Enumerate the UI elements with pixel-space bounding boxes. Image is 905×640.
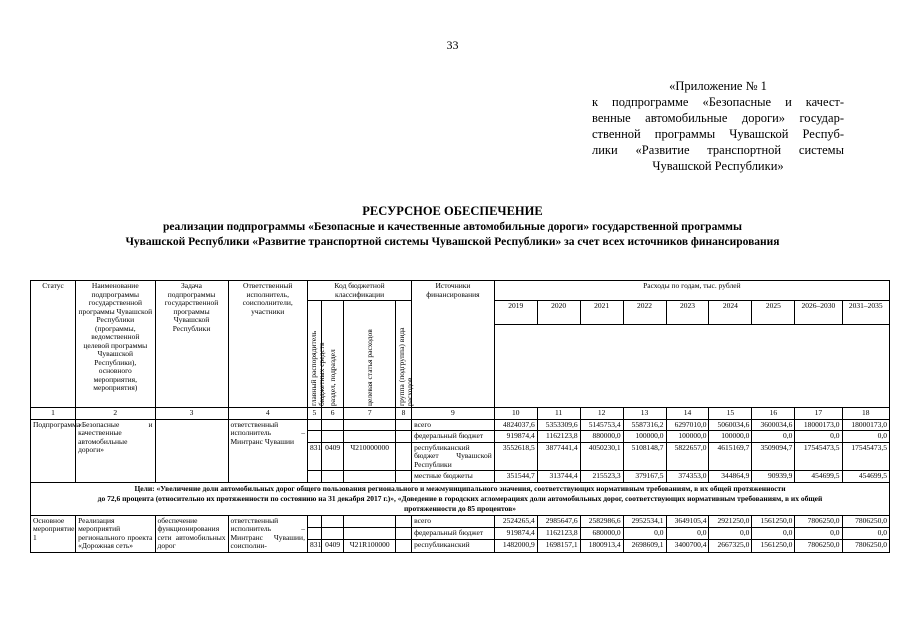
column-number: 7 [344, 408, 396, 420]
header-task: Задача подпрограммы государственной программы Чувашской Республики [155, 281, 228, 408]
target-cell [344, 515, 396, 527]
value-cell: 7806250,0 [842, 515, 889, 527]
group-cell [395, 431, 411, 443]
value-cell: 7806250,0 [795, 515, 842, 527]
value-cell: 919874,4 [494, 431, 537, 443]
value-cell: 0,0 [752, 431, 795, 443]
group-cell [395, 419, 411, 431]
value-cell: 6297010,0 [666, 419, 709, 431]
column-number: 17 [795, 408, 842, 420]
column-number: 12 [580, 408, 623, 420]
value-cell: 1561250,0 [752, 515, 795, 527]
value-cell: 2921250,0 [709, 515, 752, 527]
name-cell: Реализация мероприятий регионального проекта «Дорожная сеть» [76, 515, 155, 552]
value-cell: 5108148,7 [623, 442, 666, 471]
value-cell: 100000,0 [709, 431, 752, 443]
appendix-line: к подпрограмме «Безопасные и качест- [592, 95, 844, 109]
column-number: 8 [395, 408, 411, 420]
value-cell: 5587316,2 [623, 419, 666, 431]
source-cell: местные бюджеты [412, 471, 495, 483]
table-header-row [31, 281, 890, 301]
header-year: 2022 [623, 301, 666, 325]
value-cell: 0,0 [795, 431, 842, 443]
section-cell [321, 471, 344, 483]
goal-line: протяженности до 85 процентов» [403, 503, 516, 513]
value-cell: 0,0 [842, 431, 889, 443]
value-cell: 344864,9 [709, 471, 752, 483]
header-sources: Источники финансирования [412, 281, 495, 408]
source-cell: всего [412, 515, 495, 527]
value-cell: 0,0 [709, 527, 752, 539]
value-cell: 313744,4 [537, 471, 580, 483]
value-cell: 2698609,1 [623, 540, 666, 552]
column-number: 6 [321, 408, 344, 420]
column-number-row [31, 408, 890, 420]
value-cell: 3509094,7 [752, 442, 795, 471]
section-cell [321, 527, 344, 539]
table-row [31, 419, 890, 431]
header-year: 2019 [494, 301, 537, 325]
document-subtitle: Чувашской Республики «Развитие транспортной системы Чувашской Республики» за счет всех источников финансирования [125, 236, 780, 248]
executor-cell: ответственный исполнитель – Минтранс Чувашии [228, 419, 307, 482]
column-number: 18 [842, 408, 889, 420]
status-cell: Основное мероприятие 1 [31, 515, 76, 552]
value-cell: 17545473,5 [795, 442, 842, 471]
appendix-line: венные автомобильные дороги» государ- [592, 111, 844, 125]
value-cell: 2667325,0 [709, 540, 752, 552]
header-budget-code: Код бюджетной классификации [307, 281, 411, 301]
target-cell [344, 431, 396, 443]
goal-line: Цели: «Увеличение доли автомобильных дорог общего пользования регионального и межмуниципального значения, соответствующих нормативным требованиям, в их общей протяженности [134, 483, 786, 493]
source-cell: всего [412, 419, 495, 431]
column-number: 14 [666, 408, 709, 420]
name-cell: «Безопасные и качественные автомобильные дороги» [76, 419, 155, 482]
section-cell [321, 431, 344, 443]
section-cell: 0409 [321, 540, 344, 552]
grbs-cell: 831 [307, 540, 321, 552]
column-number: 4 [228, 408, 307, 420]
value-cell: 680000,0 [580, 527, 623, 539]
source-cell: федеральный бюджет [412, 431, 495, 443]
value-cell: 374353,0 [666, 471, 709, 483]
value-cell: 4050230,1 [580, 442, 623, 471]
column-number: 2 [76, 408, 155, 420]
header-bc-target: целевая статья расходов [344, 301, 396, 408]
target-cell [344, 471, 396, 483]
goal-line: до 72,6 процента (относительно их протяженности по состоянию на 31 декабря 2017 г.)», «Доведение в городских агломерациях доли автомобильных дорог, соответствующих нормативным требованиям, в их общей [97, 493, 823, 503]
column-number: 5 [307, 408, 321, 420]
task-cell: обеспечение функционирования сети автомобильных дорог [155, 515, 228, 552]
table-row [31, 515, 890, 527]
header-year: 2020 [537, 301, 580, 325]
source-cell: федеральный бюджет [412, 527, 495, 539]
header-name: Наименование подпрограммы государственной программы Чувашской Республики (программы, ведомственной целевой программы Чувашской Республики), основного мероприятия, мероприятия) [76, 281, 155, 408]
value-cell: 5060034,6 [709, 419, 752, 431]
header-year: 2021 [580, 301, 623, 325]
value-cell: 1800913,4 [580, 540, 623, 552]
header-expenses: Расходы по годам, тыс. рублей [494, 281, 889, 301]
value-cell: 18000173,0 [795, 419, 842, 431]
value-cell: 2985647,6 [537, 515, 580, 527]
header-year: 2031–2035 [842, 301, 889, 325]
header-year: 2026–2030 [795, 301, 842, 325]
task-cell [155, 419, 228, 482]
value-cell: 0,0 [842, 527, 889, 539]
value-cell: 2524265,4 [494, 515, 537, 527]
header-status: Статус [31, 281, 76, 408]
appendix-line: Чувашской Республики» [652, 159, 784, 173]
value-cell: 3649105,4 [666, 515, 709, 527]
value-cell: 100000,0 [666, 431, 709, 443]
value-cell: 2952534,1 [623, 515, 666, 527]
target-cell [344, 419, 396, 431]
source-cell: республиканский [412, 540, 495, 552]
page-number: 33 [446, 38, 459, 52]
value-cell: 880000,0 [580, 431, 623, 443]
grbs-cell [307, 527, 321, 539]
column-number: 3 [155, 408, 228, 420]
resource-table [30, 280, 890, 553]
value-cell: 215523,3 [580, 471, 623, 483]
section-cell [321, 515, 344, 527]
column-number: 16 [752, 408, 795, 420]
value-cell: 1698157,1 [537, 540, 580, 552]
header-year: 2025 [752, 301, 795, 325]
section-cell [321, 419, 344, 431]
value-cell: 90939,9 [752, 471, 795, 483]
column-number: 11 [537, 408, 580, 420]
value-cell: 351544,7 [494, 471, 537, 483]
section-cell: 0409 [321, 442, 344, 471]
value-cell: 4824037,6 [494, 419, 537, 431]
value-cell: 7806250,0 [842, 540, 889, 552]
header-spacer [494, 325, 889, 408]
header-bc-grbs: главный распорядитель бюджетных средств [307, 301, 321, 408]
column-number: 10 [494, 408, 537, 420]
value-cell: 7806250,0 [795, 540, 842, 552]
value-cell: 3400700,4 [666, 540, 709, 552]
target-cell: Ч21R100000 [344, 540, 396, 552]
value-cell: 1162123,8 [537, 527, 580, 539]
value-cell: 5145753,4 [580, 419, 623, 431]
value-cell: 100000,0 [623, 431, 666, 443]
goal-text [31, 482, 890, 515]
group-cell [395, 527, 411, 539]
grbs-cell [307, 471, 321, 483]
group-cell [395, 442, 411, 471]
value-cell: 454699,5 [842, 471, 889, 483]
value-cell: 919874,4 [494, 527, 537, 539]
column-number: 9 [412, 408, 495, 420]
value-cell: 1162123,8 [537, 431, 580, 443]
header-executor: Ответственный исполнитель, соисполнители, участники [228, 281, 307, 408]
value-cell: 1561250,0 [752, 540, 795, 552]
appendix-line: ственной программы Чувашской Респуб- [592, 127, 844, 141]
value-cell: 17545473,5 [842, 442, 889, 471]
value-cell: 454699,5 [795, 471, 842, 483]
header-bc-group: группа (подгруппа) вида расходов [395, 301, 411, 408]
target-cell: Ч210000000 [344, 442, 396, 471]
value-cell: 4615169,7 [709, 442, 752, 471]
value-cell: 3552618,5 [494, 442, 537, 471]
value-cell: 0,0 [623, 527, 666, 539]
status-cell: Подпрограмма [31, 419, 76, 482]
appendix-line: лики «Развитие транспортной системы [592, 143, 844, 157]
value-cell: 2582986,6 [580, 515, 623, 527]
column-number: 15 [709, 408, 752, 420]
value-cell: 5822657,0 [666, 442, 709, 471]
value-cell: 379167,5 [623, 471, 666, 483]
value-cell: 5353309,6 [537, 419, 580, 431]
source-cell: республиканский бюджет Чувашской Республики [412, 442, 495, 471]
group-cell [395, 540, 411, 552]
value-cell: 0,0 [795, 527, 842, 539]
grbs-cell [307, 431, 321, 443]
executor-cell: ответственный исполнитель – Минтранс Чувашии, соисполни- [228, 515, 307, 552]
value-cell: 0,0 [752, 527, 795, 539]
value-cell: 18000173,0 [842, 419, 889, 431]
appendix-note [592, 78, 844, 174]
document-subtitle: реализации подпрограммы «Безопасные и качественные автомобильные дороги» государственной программы [163, 221, 742, 233]
value-cell: 1482000,9 [494, 540, 537, 552]
value-cell: 3600034,6 [752, 419, 795, 431]
value-cell: 3877441,4 [537, 442, 580, 471]
target-cell [344, 527, 396, 539]
value-cell: 0,0 [666, 527, 709, 539]
group-cell [395, 515, 411, 527]
grbs-cell: 831 [307, 442, 321, 471]
appendix-line: «Приложение № 1 [669, 79, 767, 93]
header-year: 2023 [666, 301, 709, 325]
header-year: 2024 [709, 301, 752, 325]
header-bc-section: раздел, подраздел [321, 301, 344, 408]
goal-row [31, 482, 890, 515]
group-cell [395, 471, 411, 483]
column-number: 1 [31, 408, 76, 420]
grbs-cell [307, 515, 321, 527]
document-title: РЕСУРСНОЕ ОБЕСПЕЧЕНИЕ [362, 204, 543, 218]
column-number: 13 [623, 408, 666, 420]
grbs-cell [307, 419, 321, 431]
